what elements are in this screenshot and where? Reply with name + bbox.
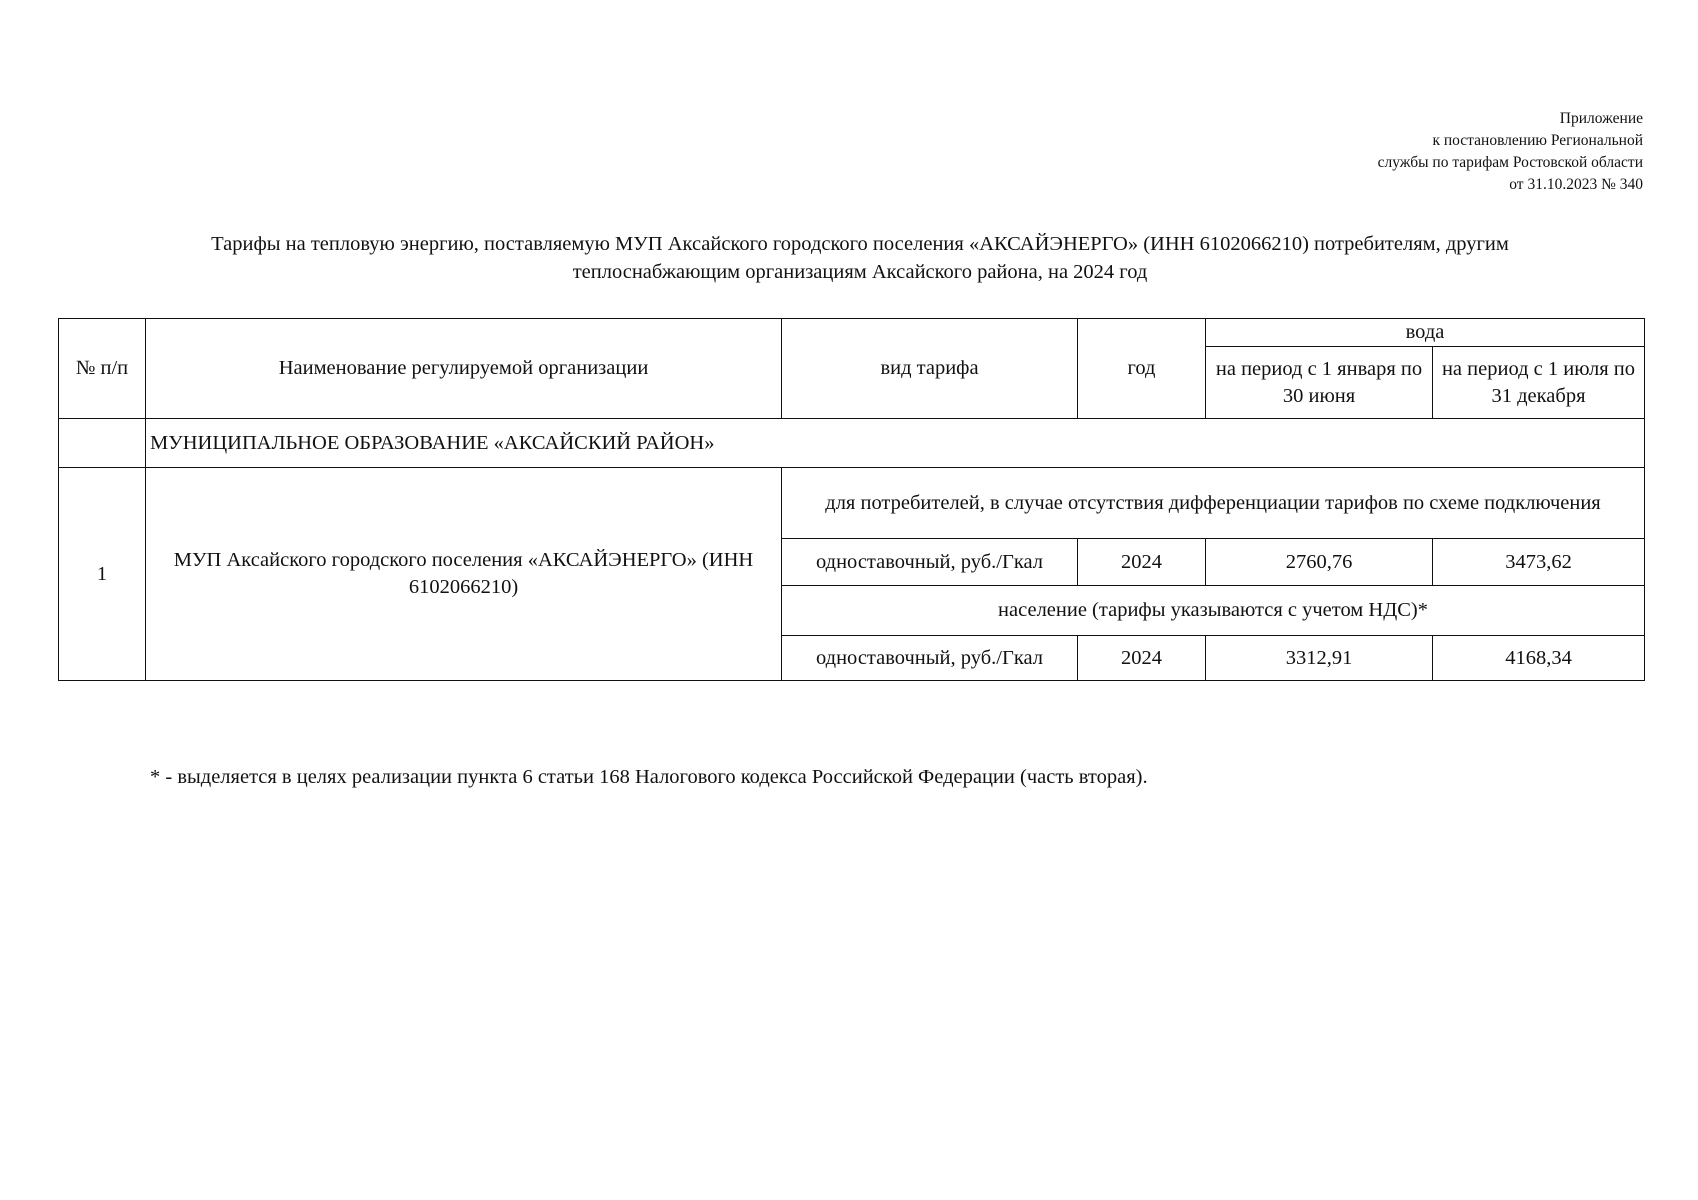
document-title-line-2: теплоснабжающим организациям Аксайского района, на 2024 год xyxy=(572,261,1148,283)
year-cell: 2024 xyxy=(1078,636,1206,681)
row-number: 1 xyxy=(59,468,146,681)
row-org-name: МУП Аксайского городского поселения «АКСАЙЭНЕРГО» (ИНН 6102066210) xyxy=(146,468,782,681)
tariff-type-cell: одноставочный, руб./Гкал xyxy=(782,539,1078,586)
appendix-line-2: к постановлению Региональной xyxy=(1432,132,1643,149)
appendix-line-3: службы по тарифам Ростовской области xyxy=(1377,154,1643,171)
header-row xyxy=(59,319,1645,347)
group-label-consumers: для потребителей, в случае отсутствия дифференциации тарифов по схеме подключения xyxy=(782,468,1645,539)
header-number: № п/п xyxy=(59,319,146,419)
municipality-number-cell xyxy=(59,419,146,468)
footnote: * - выделяется в целях реализации пункта 6 статьи 168 Налогового кодекса Российской Федерации (часть вторая). xyxy=(150,766,1148,788)
appendix-line-4: от 31.10.2023 № 340 xyxy=(1509,176,1643,193)
period-1-value: 2760,76 xyxy=(1206,539,1433,586)
document-title xyxy=(100,230,1620,286)
group-label-population: население (тарифы указываются с учетом НДС)* xyxy=(782,586,1645,636)
period-2-value: 3473,62 xyxy=(1433,539,1645,586)
appendix-line-1: Приложение xyxy=(1559,110,1643,127)
appendix-block xyxy=(1378,108,1643,196)
header-period-2: на период с 1 июля по 31 декабря xyxy=(1433,347,1645,419)
municipality-row xyxy=(59,419,1645,468)
header-water: вода xyxy=(1206,319,1645,347)
municipality-label: МУНИЦИПАЛЬНОЕ ОБРАЗОВАНИЕ «АКСАЙСКИЙ РАЙОН» xyxy=(146,419,1645,468)
header-tariff-type: вид тарифа xyxy=(782,319,1078,419)
document-title-line-1: Тарифы на тепловую энергию, поставляемую МУП Аксайского городского поселения «АКСАЙЭНЕРГО» (ИНН 6102066210) потребителям, другим xyxy=(211,233,1509,255)
year-cell: 2024 xyxy=(1078,539,1206,586)
tariff-table xyxy=(58,318,1645,681)
period-2-value: 4168,34 xyxy=(1433,636,1645,681)
header-year: год xyxy=(1078,319,1206,419)
period-1-value: 3312,91 xyxy=(1206,636,1433,681)
table-row xyxy=(59,468,1645,539)
tariff-type-cell: одноставочный, руб./Гкал xyxy=(782,636,1078,681)
header-org-name: Наименование регулируемой организации xyxy=(146,319,782,419)
header-period-1: на период с 1 января по 30 июня xyxy=(1206,347,1433,419)
